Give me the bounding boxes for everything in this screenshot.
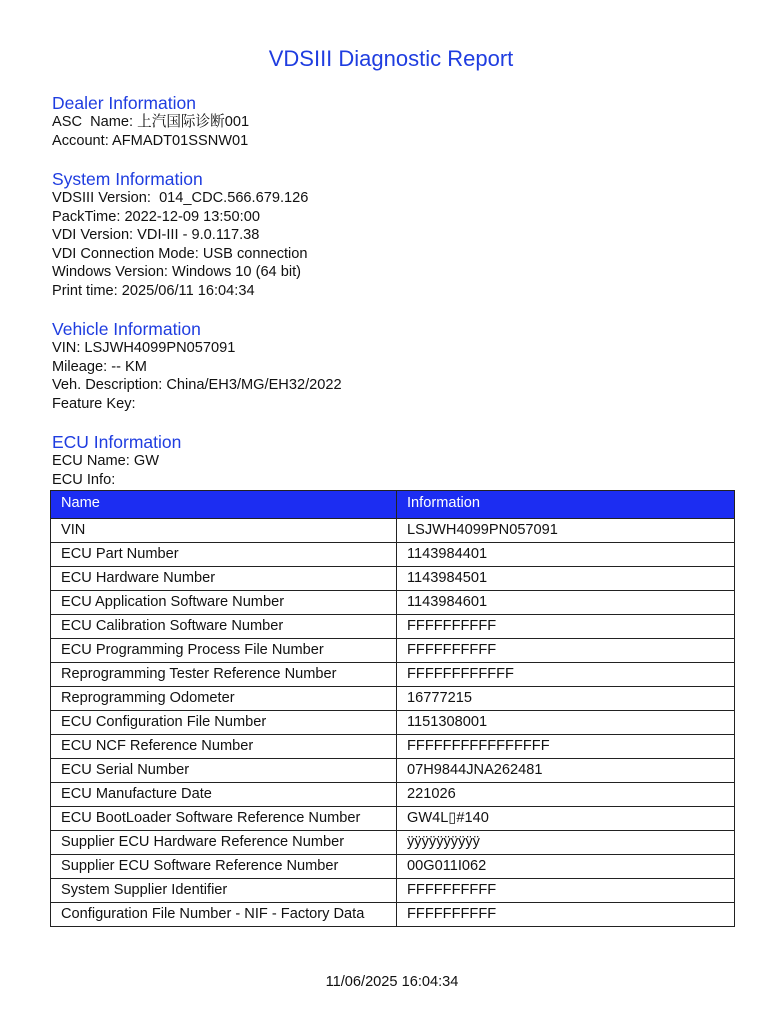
row-information-cell: 1151308001 — [397, 711, 735, 735]
row-name-cell: Reprogramming Odometer — [51, 687, 397, 711]
row-name-cell: ECU Part Number — [51, 543, 397, 567]
table-header-row — [51, 491, 735, 519]
ecu-table-body — [51, 519, 735, 927]
feature-key-line: Feature Key: — [52, 395, 136, 412]
row-information-cell: FFFFFFFFFF — [397, 903, 735, 927]
row-information-cell: 221026 — [397, 783, 735, 807]
print-time-line: Print time: 2025/06/11 16:04:34 — [52, 282, 255, 299]
row-name-cell: ECU Calibration Software Number — [51, 615, 397, 639]
table-row — [51, 615, 735, 639]
table-row — [51, 591, 735, 615]
row-information-cell: GW4L▯#140 — [397, 807, 735, 831]
row-name-cell: Supplier ECU Software Reference Number — [51, 855, 397, 879]
row-name-cell: Configuration File Number - NIF - Factory Data — [51, 903, 397, 927]
report-title: VDSIII Diagnostic Report — [268, 46, 514, 71]
row-information-cell: 00G011I062 — [397, 855, 735, 879]
row-information-cell: FFFFFFFFFF — [397, 639, 735, 663]
row-name-cell: System Supplier Identifier — [51, 879, 397, 903]
row-information-cell: FFFFFFFFFF — [397, 879, 735, 903]
account-line: Account: AFMADT01SSNW01 — [52, 132, 249, 149]
table-row — [51, 759, 735, 783]
row-information-cell: 07H9844JNA262481 — [397, 759, 735, 783]
column-header-name: Name — [51, 491, 397, 519]
row-information-cell: FFFFFFFFFF — [397, 615, 735, 639]
ecu-info-line: ECU Info: — [52, 471, 116, 488]
vehicle-information-heading: Vehicle Information — [52, 319, 201, 339]
row-name-cell: ECU Application Software Number — [51, 591, 397, 615]
system-information-heading: System Information — [52, 169, 203, 189]
row-information-cell: 1143984601 — [397, 591, 735, 615]
row-name-cell: ECU Hardware Number — [51, 567, 397, 591]
row-name-cell: VIN — [51, 519, 397, 543]
table-row — [51, 807, 735, 831]
mileage-line: Mileage: -- KM — [52, 358, 147, 375]
ecu-info-table — [50, 490, 735, 927]
table-row — [51, 639, 735, 663]
ecu-name-line: ECU Name: GW — [52, 453, 160, 469]
table-row — [51, 879, 735, 903]
vin-line: VIN: LSJWH4099PN057091 — [52, 340, 236, 356]
packtime-line: PackTime: 2022-12-09 13:50:00 — [52, 208, 260, 225]
ecu-information-heading: ECU Information — [52, 432, 182, 452]
row-information-cell: LSJWH4099PN057091 — [397, 519, 735, 543]
windows-version-line: Windows Version: Windows 10 (64 bit) — [52, 264, 302, 281]
row-information-cell: FFFFFFFFFFFFFFFF — [397, 735, 735, 759]
vehicle-description-line: Veh. Description: China/EH3/MG/EH32/2022 — [52, 377, 342, 394]
row-information-cell: 16777215 — [397, 687, 735, 711]
row-name-cell: ECU BootLoader Software Reference Number — [51, 807, 397, 831]
table-row — [51, 687, 735, 711]
footer-timestamp: 11/06/2025 16:04:34 — [325, 974, 459, 990]
table-row — [51, 711, 735, 735]
table-row — [51, 855, 735, 879]
row-name-cell: ECU Manufacture Date — [51, 783, 397, 807]
ecu-information-section — [52, 432, 181, 489]
dealer-information-heading: Dealer Information — [52, 93, 196, 113]
row-name-cell: Reprogramming Tester Reference Number — [51, 663, 397, 687]
row-name-cell: Supplier ECU Hardware Reference Number — [51, 831, 397, 855]
table-row — [51, 735, 735, 759]
vehicle-information-section — [52, 319, 342, 413]
table-row — [51, 831, 735, 855]
table-row — [51, 903, 735, 927]
table-row — [51, 519, 735, 543]
row-name-cell: ECU Configuration File Number — [51, 711, 397, 735]
row-name-cell: ECU NCF Reference Number — [51, 735, 397, 759]
table-row — [51, 567, 735, 591]
vdsiii-version-line: VDSIII Version: 014_CDC.566.679.126 — [52, 190, 309, 206]
row-name-cell: ECU Programming Process File Number — [51, 639, 397, 663]
row-information-cell: 1143984401 — [397, 543, 735, 567]
column-header-information: Information — [397, 491, 735, 519]
dealer-information-section — [52, 93, 249, 150]
row-information-cell: 1143984501 — [397, 567, 735, 591]
row-name-cell: ECU Serial Number — [51, 759, 397, 783]
system-information-section — [52, 169, 308, 301]
table-row — [51, 543, 735, 567]
vdi-version-line: VDI Version: VDI-III - 9.0.117.38 — [52, 227, 260, 244]
row-information-cell: ÿÿÿÿÿÿÿÿÿÿ — [397, 831, 735, 855]
vdi-connection-mode-line: VDI Connection Mode: USB connection — [52, 245, 308, 262]
table-row — [51, 783, 735, 807]
table-row — [51, 663, 735, 687]
row-information-cell: FFFFFFFFFFFF — [397, 663, 735, 687]
asc-name-line: ASC Name: 上汽国际诊断001 — [52, 114, 250, 130]
